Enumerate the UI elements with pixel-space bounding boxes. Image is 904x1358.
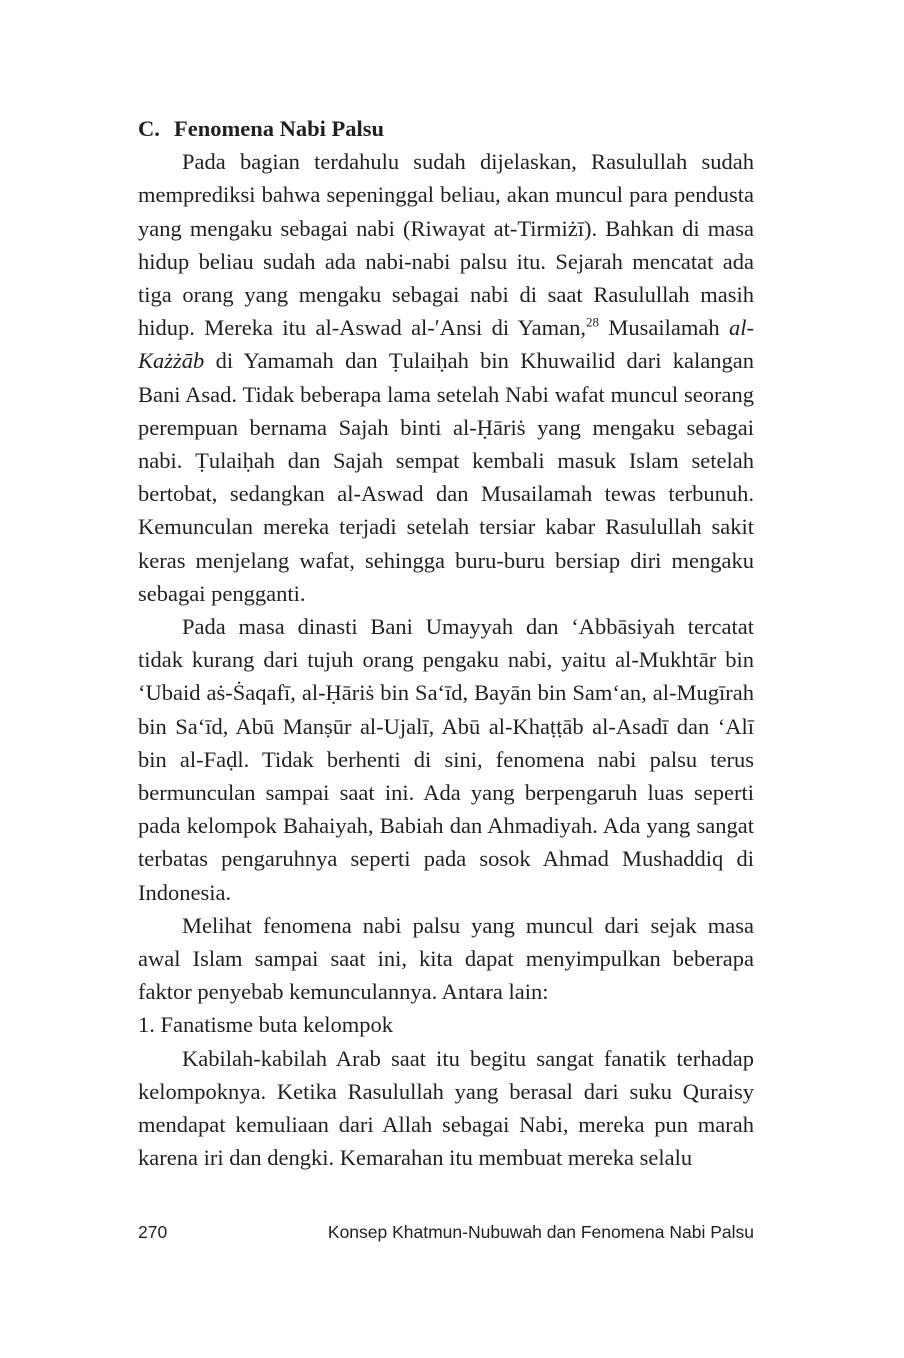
page-number: 270	[138, 1222, 168, 1242]
running-title: Konsep Khatmun-Nubuwah dan Fenomena Nabi Palsu	[327, 1222, 754, 1242]
paragraph-1-text-c: di Yamamah dan Ṭulaiḥah bin Khuwailid dari kalangan Bani Asad. Tidak beberapa lama setelah Nabi wafat muncul seorang perempuan bernama Sajah binti al-Ḥāriṡ yang mengaku sebagai nabi. Ṭulaiḥah dan Sajah sempat kembali masuk Islam setelah bertobat, sedangkan al-Aswad dan Musailamah tewas terbunuh. Kemunculan mereka terjadi setelah tersiar kabar Rasulullah sakit keras menjelang wafat, sehingga buru-buru bersiap diri mengaku sebagai pengganti.	[138, 348, 754, 606]
paragraph-1-text-b: Musailamah	[599, 315, 729, 341]
paragraph-3: Melihat fenomena nabi palsu yang muncul dari sejak masa awal Islam sampai saat ini, kita dapat menyimpulkan beberapa faktor penyebab kemunculannya. Antara lain:	[138, 912, 754, 1005]
section-title: Fenomena Nabi Palsu	[174, 116, 385, 141]
page-body	[138, 112, 754, 1175]
paragraph-2: Pada masa dinasti Bani Umayyah dan ‘Abbāsiyah tercatat tidak kurang dari tujuh orang pengaku nabi, yaitu al-Mukhtār bin ‘Ubaid aṡ-Ṡaqafī, al-Ḥāriṡ bin Sa‘īd, Bayān bin Sam‘an, al-Mugīrah bin Sa‘īd, Abū Manṣūr al-Ujalī, Abū al-Khaṭṭāb al-Asadī dan ‘Alī bin al-Faḍl. Tidak berhenti di sini, fenomena nabi palsu terus bermunculan sampai saat ini. Ada yang berpengaruh luas seperti pada kelompok Bahaiyah, Babiah dan Ahmadiyah. Ada yang sangat terbatas pengaruhnya seperti pada sosok Ahmad Mushaddiq di Indonesia.	[138, 614, 754, 905]
list-item-1: 1. Fanatisme buta kelompok	[138, 1012, 393, 1038]
italic-term: al-Każżāb	[138, 315, 754, 374]
section-heading	[138, 112, 754, 145]
section-number: C.	[138, 116, 160, 141]
paragraph-4: Kabilah-kabilah Arab saat itu begitu sangat fanatik terhadap kelompoknya. Ketika Rasulullah yang berasal dari suku Quraisy mendapat kemuliaan dari Allah sebagai Nabi, mereka pun marah karena iri dan dengki. Kemarahan itu membuat mereka selalu	[138, 1045, 754, 1171]
page-footer	[138, 1222, 754, 1252]
paragraph-1	[138, 145, 754, 610]
paragraph-1-text-a: Pada bagian terdahulu sudah dijelaskan, Rasulullah sudah memprediksi bahwa sepeninggal beliau, akan muncul para pendusta yang mengaku sebagai nabi (Riwayat at-Tirmiżī). Bahkan di masa hidup beliau sudah ada nabi-nabi palsu itu. Sejarah mencatat ada tiga orang yang mengaku sebagai nabi di saat Rasulullah masih hidup. Mereka itu al-Aswad al-ʹAnsi di Yaman,	[138, 149, 754, 341]
footnote-marker: 28	[586, 314, 600, 330]
